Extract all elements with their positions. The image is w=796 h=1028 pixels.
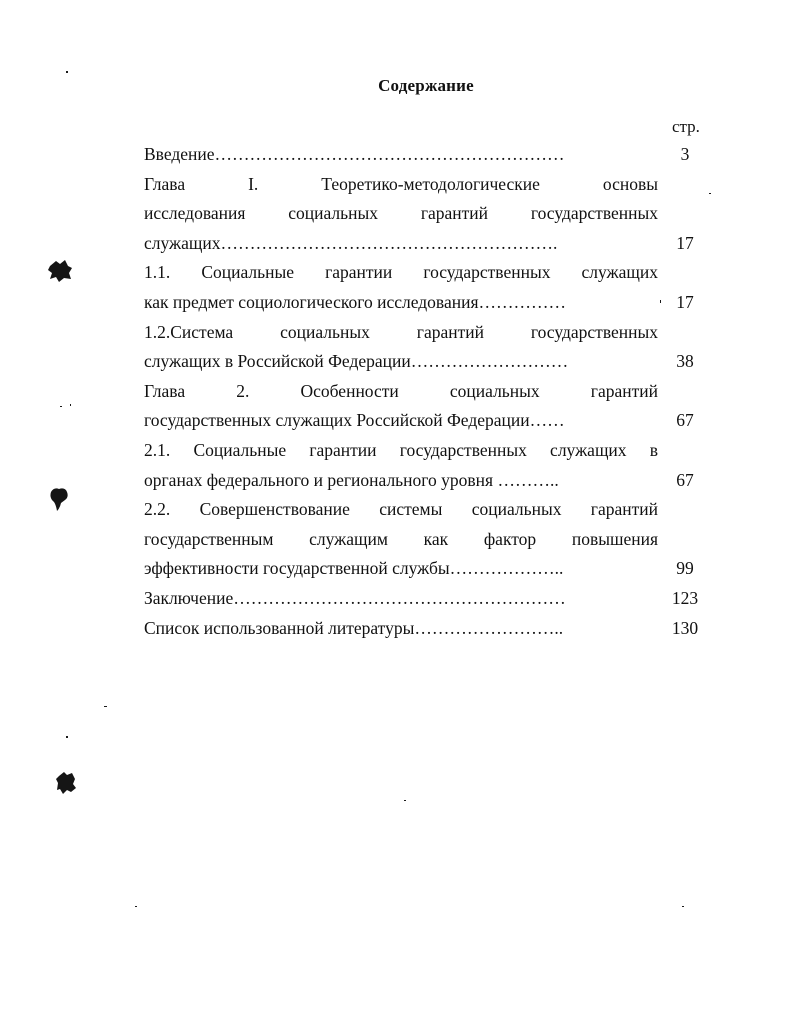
toc-entry-line: Список использованной литературы…………………….. <box>144 617 564 638</box>
scan-speck <box>66 71 68 73</box>
toc-entry-line: служащих…………………………………………………. <box>144 232 558 253</box>
toc-entry-page-number: 130 <box>671 617 699 638</box>
scan-speck <box>135 906 137 907</box>
toc-entry-chapter-1 <box>144 170 712 259</box>
punch-hole-blot-middle <box>48 486 70 512</box>
page-column-label: стр. <box>672 117 700 136</box>
toc-entry-section-2-2 <box>144 495 712 584</box>
scan-speck <box>660 300 661 303</box>
toc-entry-page-number: 38 <box>676 351 694 372</box>
toc-entry-page-number: 67 <box>676 410 694 431</box>
toc-entry-page-number: 17 <box>676 232 694 253</box>
toc-entry-line: Глава 2. Особенности социальных гарантий <box>144 380 658 401</box>
scan-speck <box>682 906 684 907</box>
toc-entry-line: 1.1. Социальные гарантии государственных служащих <box>144 262 658 283</box>
toc-entry-section-1-2 <box>144 318 712 377</box>
toc-entry-line: Заключение………………………………………………… <box>144 587 566 608</box>
toc-entry-conclusion <box>144 584 712 614</box>
toc-entry-line: органах федерального и регионального уровня ……….. <box>144 469 559 490</box>
scan-speck <box>70 404 71 406</box>
toc-entry-bibliography <box>144 614 712 644</box>
toc-entry-line: 1.2.Система социальных гарантий государственных <box>144 321 658 342</box>
page-title: Содержание <box>378 76 474 95</box>
toc-entry-page-number: 123 <box>671 587 699 608</box>
toc-entry-section-1-1 <box>144 258 712 317</box>
scan-speck <box>404 800 406 801</box>
toc-entry-line: 2.1. Социальные гарантии государственных служащих в <box>144 439 658 460</box>
toc-entry-line: Глава I. Теоретико-методологические основы <box>144 173 658 194</box>
scan-speck <box>709 193 711 194</box>
toc-entry-line: исследования социальных гарантий государственных <box>144 203 658 224</box>
toc-entry-line: Введение…………………………………………………… <box>144 144 565 164</box>
toc-entry-chapter-2 <box>144 377 712 436</box>
toc-entry-line: служащих в Российской Федерации……………………… <box>144 351 569 372</box>
punch-hole-blot-bottom <box>54 770 78 796</box>
toc-entry-line: как предмет социологического исследования…………… <box>144 291 566 312</box>
toc-entry-line: эффективности государственной службы……………….. <box>144 558 564 579</box>
toc-entry-page-number: 3 <box>680 144 690 164</box>
toc-entry-line: 2.2. Совершенствование системы социальных гарантий <box>144 499 658 520</box>
toc-entry-section-2-1 <box>144 436 712 495</box>
toc-entry-introduction <box>144 140 712 170</box>
toc-entry-line: государственным служащим как фактор повышения <box>144 528 658 549</box>
table-of-contents <box>144 140 712 643</box>
scan-speck <box>66 736 68 738</box>
toc-entry-line: государственных служащих Российской Федерации…… <box>144 410 565 431</box>
toc-entry-page-number: 67 <box>676 469 694 490</box>
toc-entry-page-number: 17 <box>676 291 694 312</box>
toc-entry-page-number: 99 <box>676 558 694 579</box>
scan-speck <box>60 406 62 407</box>
scan-speck <box>104 706 107 707</box>
punch-hole-blot-top <box>46 258 74 284</box>
